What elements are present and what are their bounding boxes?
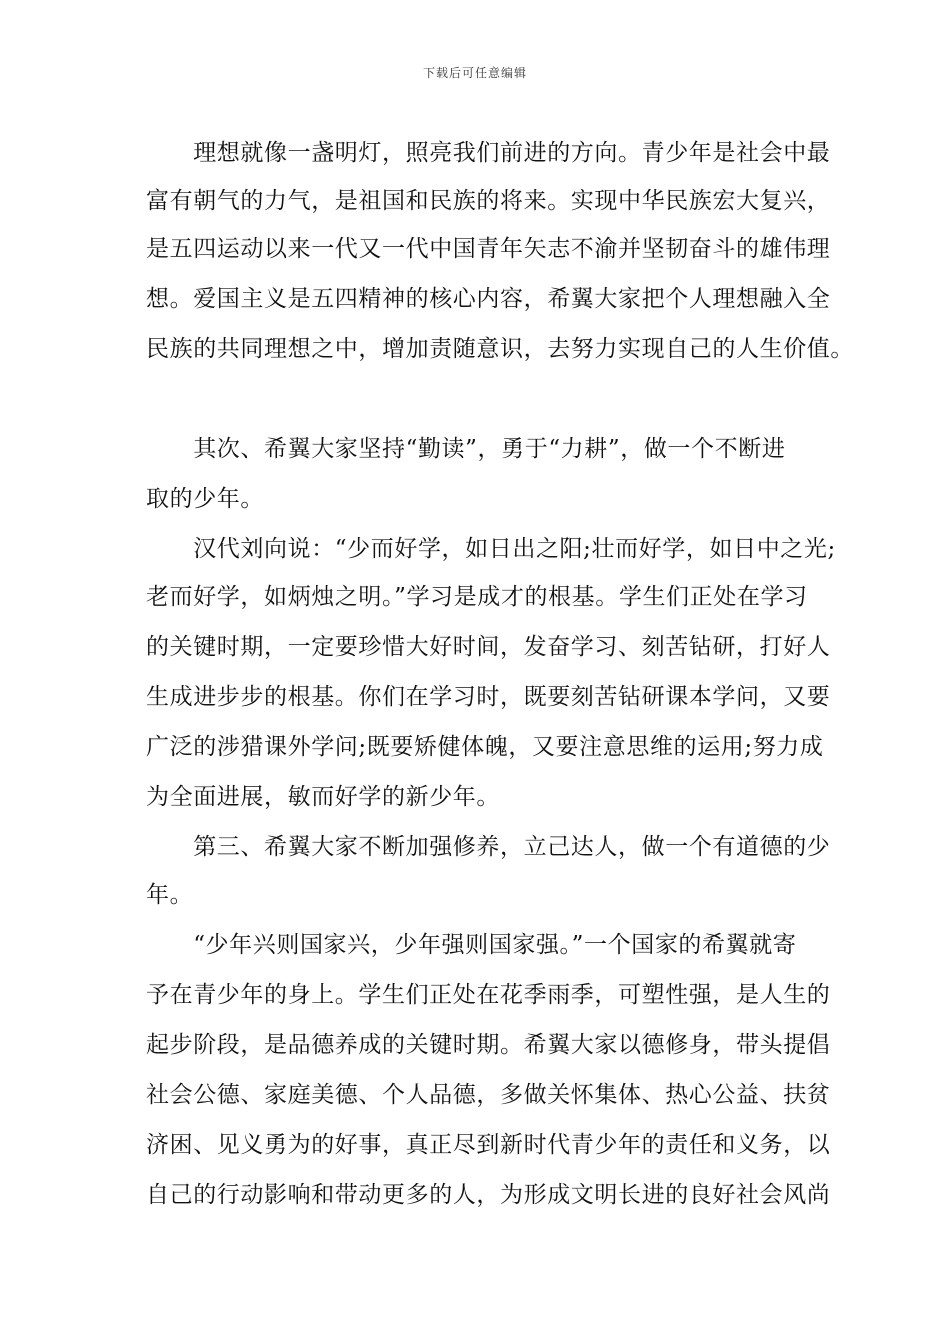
body-line: 济困、见义勇为的好事，真正尽到新时代青少年的责任和义务，以 <box>146 1132 831 1158</box>
body-line: 为全面进展，敏而好学的新少年。 <box>146 784 500 810</box>
body-line: 生成进步步的根基。你们在学习时，既要刻苦钻研课本学问，又要 <box>146 684 831 710</box>
body-line: 自己的行动影响和带动更多的人，为形成文明长进的良好社会风尚 <box>146 1182 831 1208</box>
body-line: 的关键时期，一定要珍惜大好时间，发奋学习、刻苦钻研，打好人 <box>146 634 831 660</box>
body-line: 广泛的涉猎课外学问;既要矫健体魄，又要注意思维的运用;努力成 <box>146 734 824 760</box>
body-line: 其次、希翼大家坚持“勤读”，勇于“力耕”，做一个不断进 <box>146 436 786 462</box>
body-line: 取的少年。 <box>146 486 264 512</box>
body-line: 予在青少年的身上。学生们正处在花季雨季，可塑性强，是人生的 <box>146 982 831 1008</box>
body-line: 第三、希翼大家不断加强修养，立己达人，做一个有道德的少 <box>146 834 831 860</box>
body-line: 想。爱国主义是五四精神的核心内容，希翼大家把个人理想融入全 <box>146 286 831 312</box>
body-line: 汉代刘向说：“少而好学，如日出之阳;壮而好学，如日中之光; <box>146 536 836 562</box>
body-line: 年。 <box>146 882 194 908</box>
body-line: 是五四运动以来一代又一代中国青年矢志不渝并坚韧奋斗的雄伟理 <box>146 236 831 262</box>
body-line: 老而好学，如炳烛之明。”学习是成才的根基。学生们正处在学习 <box>146 584 808 610</box>
body-line: “少年兴则国家兴，少年强则国家强。”一个国家的希翼就寄 <box>146 932 797 958</box>
body-line: 理想就像一盏明灯，照亮我们前进的方向。青少年是社会中最 <box>146 140 831 166</box>
body-line: 起步阶段，是品德养成的关键时期。希翼大家以德修身，带头提倡 <box>146 1032 831 1058</box>
page-header: 下载后可任意编辑 <box>422 66 527 80</box>
body-line: 富有朝气的力气，是祖国和民族的将来。实现中华民族宏大复兴， <box>146 188 831 214</box>
body-line: 社会公德、家庭美德、个人品德，多做关怀集体、热心公益、扶贫 <box>146 1082 831 1108</box>
body-line: 民族的共同理想之中，增加责随意识，去努力实现自己的人生价值。 <box>146 336 854 362</box>
